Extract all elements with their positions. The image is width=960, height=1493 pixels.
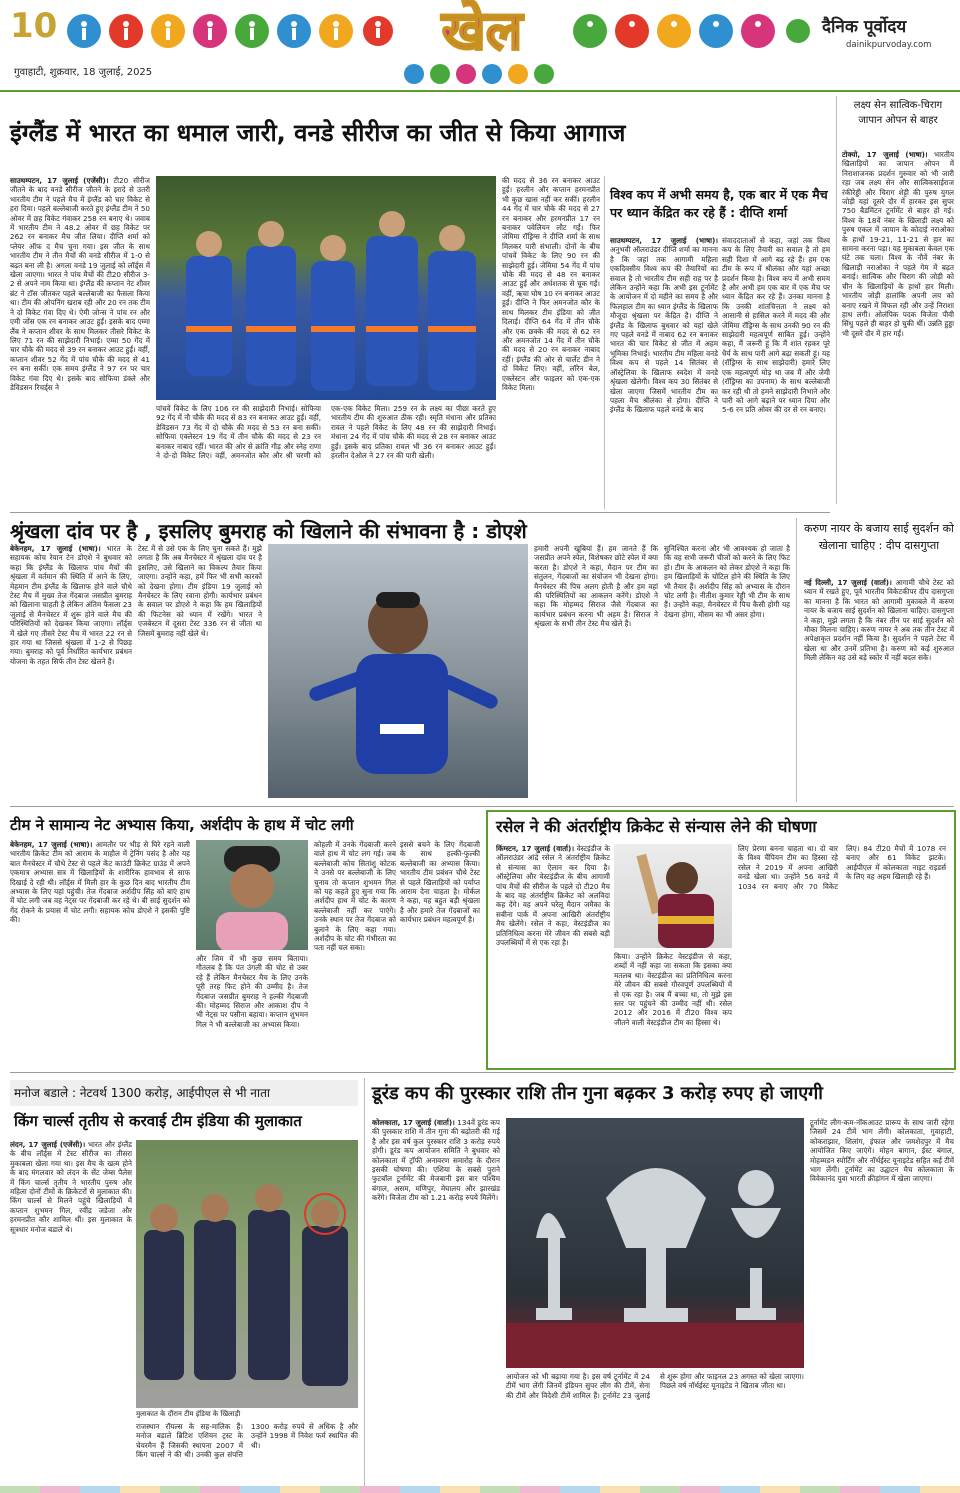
deepti-headline: विश्व कप में अभी समय है, एक बार में एक मैच पर ध्यान केंद्रित कर रहे हैं : दीप्ति शर्मा xyxy=(610,187,828,220)
masthead-rule xyxy=(0,90,960,92)
rule-1 xyxy=(10,512,830,513)
deepti-body-left-text: अनुभवी ऑलराउंडर दीप्ति शर्मा का मानना है कि जहां तक आगामी महिला एकदिवसीय विश्व कप की तैयारियों का सवाल है तो भारतीय टीम सही राह पर है लेकिन उन्होंने कहा कि अभी इस टूर्नामेंट के आयोजन में दो महीने का समय है और फिलहाल टीम का ध्यान इंग्लैंड के खिलाफ मौजूदा श्रृंखला पर केंद्रित है। दीप्ति ने इंग्लैंड के खिलाफ बुधवार को यहां खेले गए पहले वनडे में नाबाद 62 रन बनाकर भारत की चार विकेट से जीत में अहम भूमिका निभाई। भारतीय टीम महिला वनडे विश्व कप से पहले 14 सितंबर से ऑस्ट्रेलिया के खिलाफ स्वदेश में वनडे श्रृंखला खेलेगी। विश्व कप 30 सितंबर से खेला जाएगा जिसमें भारतीय टीम का पहला मैच श्रीलंका से होगा। दीप्ति ने इंग्लैंड के खिलाफ पहले वनडे के बाद xyxy=(610,245,718,415)
manoj-body-right-text: राजस्थान रॉयल्स के सह-मालिक हैं। मनोज बडाले ब्रिटिश एशियन ट्रस्ट के चेयरमैन हैं जिसकी स्थापना 2007 में किंग चार्ल्स ने की थी। उनकी कुल संपत्ति 1300 करोड़ रुपये से अधिक है और उन्होंने 1998 में निवेश फर्म स्थापित की थी। xyxy=(136,1422,358,1460)
durand-body-mid xyxy=(506,1372,804,1482)
registration-marks xyxy=(0,1486,960,1493)
bumrah-body-far xyxy=(664,544,790,800)
lakshya-headline: लक्ष्य सेन सात्विक-चिराग जापान ओपन से बाहर xyxy=(853,100,943,126)
meeting-group-icon xyxy=(136,1140,358,1408)
durand-headline: डूरंड कप की पुरस्कार राशि तीन गुना बढ़कर 3 करोड़ रुपए हो जाएगी xyxy=(372,1083,823,1104)
deepti-body-left xyxy=(610,236,718,508)
russell-body-right-text: लिए प्रेरणा बनना चाहता था। दो बार के विश्व चैंपियन टीम का हिस्सा रहे रसेल ने 2019 में अपना आखिरी वनडे खेला था। उन्होंने 56 वनडे में 1034 रन बनाए और 70 विकेट लिए। 84 टी20 मैचों में 1078 रन बनाए और 61 विकेट झटके। आईपीएल में कोलकाता नाइट राइडर्स के लिए वह अहम खिलाड़ी रहे हैं। xyxy=(738,844,946,891)
arshdeep-body-left-text: आमतौर पर भीड़ से घिरे रहने वाली भारतीय क्रिकेट टीम को आराम के माहौल में ट्रेनिंग पसंद है और यह बात मैनचेस्टर में चौथे टेस्ट से पहले केंट काउंटी क्रिकेट ग्राउंड में अपने एकमात्र अभ्यास सत्र में खिलाड़ियों के शारीरिक हावभाव से साफ दिखाई दे रही थी। लॉर्ड्स में मिली हार के कुछ दिन बाद भारतीय टीम अभ्यास के लिए यहां पहुंची। तेज गेंदबाज अर्शदीप सिंह को बाएं हाथ में चोट लगी जब वह नेट्स पर गेंदबाजी कर रहे थे। बी साई सुदर्शन को गेंद रोकने के प्रयास में चोट लगी। सहायक कोच डोएशे ने इसकी पुष्टि की। xyxy=(10,840,190,925)
sport-pictograms-right-icon xyxy=(570,10,810,52)
lead-body-right-text: की मदद से 36 रन बनाकर आउट हुईं। हरलीन और कप्तान हरमनप्रीत भी कुछ खास नहीं कर सकीं। हरलीन 44 गेंद में चार चौके की मदद से 27 रन बनाकर और हरमनप्रीत 17 रन बनाकर पवेलियन लौट गईं। फिर जेमिमा रॉड्रिग्स ने दीप्ति शर्मा के साथ मिलकर पारी संभाली। दोनों के बीच पांचवें विकेट के लिए 90 रन की साझेदारी हुई। जेमिमा 54 गेंद में पांच चौके की मदद से 48 रन बनाकर आउट हुईं और अर्धशतक से चूक गईं। वहीं, ऋचा घोष 10 रन बनाकर आउट हुईं। दीप्ति ने फिर अमनजोत कौर के साथ मिलकर टीम इंडिया को जीत दिलाई। दीप्ति 64 गेंद में तीन चौके और एक छक्के की मदद से 62 रन और अमनजोत 14 गेंद में तीन चौके की मदद से 20 रन बनाकर नाबाद रहीं। इंग्लैंड की ओर से चार्लेट डीन ने दो विकेट लिए। वहीं, लॉरेन बेल, एक्लेस्टन और फाइलर को एक-एक विकेट मिला। xyxy=(502,176,600,392)
bumrah-body-far-text: सुनिश्चित करना और भी आवश्यक हो जाता है कि वह सभी जरूरी चीजों को करने के लिए फिट हो। टीम के आकलन को लेकर डोएशे ने कहा कि हम खिलाड़ियों के चोटिल होने की स्थिति के लिए भी तैयार हैं। अर्शदीप सिंह को अभ्यास के दौरान चोट लगी है। नीतीश कुमार रेड्डी भी टीम के साथ हैं। उन्होंने कहा, मैनचेस्टर में पिच कैसी होगी यह देखना होगा, मौसम का भी असर होगा। xyxy=(664,544,790,619)
russell-body-mid-text: किया। उन्होंने क्रिकेट वेस्टइंडीज से कहा, शब्दों में नहीं कहा जा सकता कि इसका क्या मतलब था। वेस्टइंडीज का प्रतिनिधित्व करना मेरे जीवन की सबसे गौरवपूर्ण उपलब्धियों में से एक रहा है। जब मैं बच्चा था, तो मुझे इस स्तर पर पहुंचने की उम्मीद नहीं थी। रसेल 2012 और 2016 में टी20 विश्व कप जीतने वाली वेस्टइंडीज टीम का हिस्सा थे। xyxy=(614,952,732,1027)
sai-body xyxy=(804,578,954,800)
deepti-body-right xyxy=(722,236,830,508)
team-celebration-icon xyxy=(156,176,496,400)
bowler-running-icon xyxy=(268,544,528,798)
website: dainikpurvoday.com xyxy=(846,40,932,50)
bumrah-body-left-text: भारत के सहायक कोच रेयान टेन डोएशे ने बुधवार को कहा कि इंग्लैंड के खिलाफ पांच मैचों की श्रृंखला में वर्तमान की स्थिति में आने के लिए, मेहमान टीम इंग्लैंड के खिलाफ होने वाले चौथे टेस्ट मैच में मुख्य तेज गेंदबाज जसप्रीत बुमराह को खिलाना चाहती है लेकिन अंतिम फैसला 23 जुलाई से मैनचेस्टर में शुरू होने वाले मैच की परिस्थितियों को देखकर किया जाएगा। लॉर्ड्स में खेले गए तीसरे टेस्ट मैच में भारत 22 रन से हार गया था जिससे श्रृंखला में 1-2 से पिछड़ गया। बुमराह को पूर्व निर्धारित कार्यभार प्रबंधन योजना के तहत सिर्फ तीन टेस्ट खेलने हैं। xyxy=(10,544,132,666)
manoj-photo-caption: मुलाकात के दौरान टीम इंडिया के खिलाड़ी xyxy=(136,1410,241,1418)
lead-body-right xyxy=(502,176,600,509)
sport-pictograms-icon xyxy=(64,10,394,52)
lakshya-dateline: टोक्यो, 17 जुलाई (भाषा)। xyxy=(842,150,928,159)
arshdeep-body-left xyxy=(10,840,190,1060)
lead-dateline: साउथम्पटन, 17 जुलाई (एजेंसी)। xyxy=(10,176,109,185)
deepti-body-right-text: संवाददाताओं से कहा, जहां तक विश्व कप के लिए तैयारी का सवाल है तो हम सही दिशा में आगे बढ़ रहे हैं। हम एक टीम के रूप में श्रीलंका और यहां अच्छा प्रदर्शन किया है। विश्व कप में अभी समय है और अभी हम एक बार में एक मैच पर ध्यान केंद्रित कर रहे हैं। उनका मानना है कि उनकी शांतचित्तता ने लक्ष्य को आसानी से हासिल करने में मदद की और जेमिमा रॉड्रिग्स के साथ उनकी 90 रन की साझेदारी महत्वपूर्ण साबित हुई। उन्होंने कहा, मैं जरूरी हूं कि मैं शांत रहकर पूरे धैर्य के साथ पारी आगे बढ़ा सकती हूं। यह (रॉड्रिग्स के साथ साझेदारी) हमारे लिए एक महत्वपूर्ण मोड़ था जब मैं और जेमी (रॉड्रिग्स का उपनाम) के साथ बल्लेबाजी कर रही थी तो हमने साझेदारी निभाने और पारी को आगे बढ़ाने पर ध्यान दिया और 5-6 रन प्रति ओवर की दर से रन बनाए। xyxy=(722,236,830,415)
lakshya-body xyxy=(842,150,954,505)
russell-body-mid xyxy=(614,952,732,1060)
arshdeep-body-far-text: इससे बचने के लिए गेंदबाजी के साथ हल्की-फुल्की बल्लेबाजी का अभ्यास किया। भारतीय टीम प्रबंधन चौथे टेस्ट से पहले खिलाड़ियों को पर्याप्त आराम देना चाहता है। मोर्कल ने कहा, यह बहुत बड़ी श्रृंखला है और हमारे तेज गेंदबाजों का कार्यभार प्रबंधन महत्वपूर्ण है। xyxy=(400,840,480,925)
player-portrait-icon xyxy=(196,840,308,950)
bumrah-body-mid xyxy=(138,544,262,800)
sport-icons-left xyxy=(64,10,394,52)
lead-headline: इंग्लैंड में भारत का धमाल जारी, वनडे सीरीज का जीत से किया आगाज xyxy=(10,119,626,147)
russell-headline: रसेल ने की अंतर्राष्ट्रीय क्रिकेट से संन्यास लेने की घोषणा xyxy=(496,817,817,836)
section-title: खेल xyxy=(441,0,523,62)
manoj-headline-1: मनोज बडाले : नेटवर्थ 1300 करोड़, आईपीएल से भी नाता xyxy=(14,1086,271,1100)
lead-body-mid xyxy=(156,404,496,509)
russell-photo xyxy=(614,844,732,948)
bumrah-body-mid-text: टेस्ट में से उसे एक के लिए चुना सकते हैं। मुझे लगता है कि अब मैनचेस्टर में श्रृंखला दांव पर है इसलिए, उसे खिलाने का विकल्प तैयार किया जाएगा। उन्होंने कहा, हमें फिर भी सभी कारकों को देखना होगा। टीम इंडिया 19 जुलाई को मैनचेस्टर के लिए रवाना होगी। कार्यभार प्रबंधन के सवाल पर डोएशे ने कहा कि हम खिलाड़ियों की फिटनेस को ध्यान में रखेंगे। भारत ने एजबेस्टन में दूसरा टेस्ट 336 रन से जीता था जिसमें बुमराह नहीं खेले थे। xyxy=(138,544,262,638)
durand-body-left-text: 134वें डूरंड कप की पुरस्कार राशि में तीन गुना की बढ़ोतरी की गई है और इस वर्ष कुल पुरस्कार राशि 3 करोड़ रुपये होगी। डूरंड कप आयोजन समिति ने बुधवार को कोलकाता में ट्रॉफी अनावरण समारोह के दौरान इसकी घोषणा की। एशिया के सबसे पुराने फुटबॉल टूर्नामेंट की मेजबानी इस बार पश्चिम बंगाल, असम, मणिपुर, मेघालय और झारखंड करेंगे। विजेता टीम को 1.21 करोड़ रुपये मिलेंगे। xyxy=(372,1118,500,1203)
lead-body-left xyxy=(10,176,150,509)
arshdeep-body-right-text: कोहली में उनके गेंदबाजी करने वाले हाथ में चोट लग गई। जब बल्लेबाजी कोच सितांशु कोटक ने उनसे पर बल्लेबाजी के लिए चुनाव तो कप्तान शुभमन गिल को यह कहते हुए सुना गया कि अर्शदीप हाथ में चोट के कारण बल्लेबाजी नहीं कर पाएंगे। उनके स्थान पर तेज गेंदबाज को बुलाने के लिए कहा गया। अर्शदीप के चोट की गंभीरता का पता नहीं चल सका। xyxy=(314,840,396,953)
sport-icons-right xyxy=(570,10,810,52)
arshdeep-body-mid xyxy=(196,954,308,1060)
manoj-body-left-text: भारत और इंग्लैंड के बीच लॉर्ड्स में टेस्ट सीरीज का तीसरा मुकाबला खेला गया था। इस मैच के खत्म होने के बाद मंगलवार को लंदन के सेंट जेम्स पैलेस में किंग चार्ल्स तृतीय ने भारतीय पुरुष और महिला दोनों टीमों के क्रिकेटरों से मुलाकात की। किंग चार्ल्स से मिलने पहुंचे खिलाड़ियों में कप्तान शुभमन गिल, रवींद्र जडेजा और हरमनप्रीत कौर शामिल थीं। इस मुलाकात के सूत्रधार मनोज बडाले थे। xyxy=(10,1140,132,1234)
trophies-icon xyxy=(506,1118,804,1368)
rule-3 xyxy=(10,1072,954,1073)
arshdeep-body-mid-text: और जिम में भी कुछ समय बिताया। गौतलब है कि पंत उंगली की चोट से उबर रहे हैं लेकिन मैनचेस्टर मैच के लिए उनके पूरी तरह फिट होने की उम्मीद है। तेज गेंदबाज जसप्रीत बुमराह ने हल्की गेंदबाजी की। मोहम्मद सिराज और आकाश दीप ने भी नेट्स पर पसीना बहाया। कप्तान शुभमन गिल ने भी बल्लेबाजी का अभ्यास किया। xyxy=(196,954,308,1029)
durand-body-left xyxy=(372,1118,500,1482)
arshdeep-headline: टीम ने सामान्य नेट अभ्यास किया, अर्शदीप के हाथ में चोट लगी xyxy=(10,816,354,834)
sai-body-text: आगामी चौथे टेस्ट को ध्यान में रखते हुए, पूर्व भारतीय विकेटकीपर दीप दासगुप्ता का मानना है कि भारत को आगामी मुकाबले में करुण नायर के बजाय साई सुदर्शन को खिलाना चाहिए। दासगुप्ता ने कहा, मुझे लगता है कि नंबर तीन पर साई सुदर्शन को मौका मिलना चाहिए। करुण नायर ने अब तक तीन टेस्ट में अपेक्षाकृत प्रदर्शन नहीं किया है। सुदर्शन ने पहले टेस्ट में खेला था और उनमें प्रतिभा है। करुण को कई शुरुआत मिली लेकिन वह उसे बड़े स्कोर में नहीं बदल सके। xyxy=(804,578,954,663)
durand-body-mid-text: आयोजन को भी बढ़ाया गया है। इस वर्ष टूर्नामेंट में 24 टीमें भाग लेंगी जिनमें इंडियन सुपर लीग की टीमें, सेना की टीमें और विदेशी टीमें शामिल हैं। टूर्नामेंट 23 जुलाई से शुरू होगा और फाइनल 23 अगस्त को खेला जाएगा। पिछले वर्ष नॉर्थईस्ट यूनाइटेड ने खिताब जीता था। xyxy=(506,1372,804,1400)
lakshya-body-text: भारतीय खिलाड़ियों का जापान ओपन में निराशाजनक प्रदर्शन गुरुवार को भी जारी रहा जब लक्ष्य सेन और सात्विकसाईराज रंकीरेड्डी और चिराग शेट्टी की पुरुष युगल जोड़ी यहां दूसरे दौर में हारकर इस सुपर 750 बैडमिंटन टूर्नामेंट से बाहर हो गई। विश्व के 18वें नंबर के खिलाड़ी लक्ष्य को पुरुष एकल में जापान के कोदाई नराओका के हाथों 19-21, 11-21 से हार का सामना करना पड़ा। यह मुकाबला केवल एक घंटे तक चला। विश्व के नौवें नंबर के खिलाड़ी नराओका ने पहले गेम में बढ़त बनाई। सात्विक और चिराग की जोड़ी को चीन के खिलाड़ियों के हाथों हार मिली। भारतीय जोड़ी हालांकि अपनी लय को बनाए रखने में विफल रही और उन्हें निराशा हाथ लगी। ओलंपिक पदक विजेता पीवी सिंधु पहले ही बाहर हो चुकी थीं। उन्नति हुड्डा भी दूसरे दौर में हार गईं। xyxy=(842,150,954,338)
russell-body-left xyxy=(496,844,610,1060)
durand-dateline: कोलकाता, 17 जुलाई (वार्ता)। xyxy=(372,1118,455,1127)
russell-body-right xyxy=(738,844,946,1060)
sai-dateline: नई दिल्ली, 17 जुलाई (वार्ता)। xyxy=(804,578,892,587)
trophies-photo xyxy=(506,1118,804,1368)
russell-dateline: किंग्स्टन, 17 जुलाई (वार्ता)। xyxy=(496,844,575,853)
sai-headline: करुण नायर के बजाय साई सुदर्शन को खेलाना चाहिए : दीप दासगुप्ता xyxy=(804,522,954,552)
manoj-dateline: लंदन, 17 जुलाई (एजेंसी)। xyxy=(10,1140,86,1149)
bumrah-body-right-text: हमारी अपनी खूबियां हैं। हम जानते हैं कि जसप्रीत अपने स्पेल, विशेषकर छोटे स्पेल में क्या करता है। डोएशे ने कहा, मैदान पर टीम का संतुलन, गेंदबाजों का संयोजन भी देखना होगा। मैनचेस्टर की पिच अलग होती है और हम वहां की परिस्थितियों का आकलन करेंगे। डोएशे ने कहा कि मोहम्मद सिराज जैसे गेंदबाज का कार्यभार प्रबंधन करना भी अहम है। सिराज ने श्रृंखला के सभी तीन टेस्ट मैच खेले हैं। xyxy=(534,544,658,629)
masthead xyxy=(0,0,960,92)
bumrah-dateline: बेकेनहम, 17 जुलाई (भाषा)। xyxy=(10,544,101,553)
sport-balls-icon xyxy=(400,62,560,86)
dateline: गुवाहाटी, शुक्रवार, 18 जुलाई, 2025 xyxy=(14,67,153,78)
russell-body-left-text: वेस्टइंडीज के ऑलराउंडर आंद्रे रसेल ने अंतर्राष्ट्रीय क्रिकेट से संन्यास का ऐलान कर दिया है। ऑस्ट्रेलिया और वेस्टइंडीज के बीच आगामी पांच मैचों की सीरीज के पहले दो टी20 मैच के बाद वह अंतर्राष्ट्रीय क्रिकेट को अलविदा कह देंगे। वह अपने घरेलू मैदान जमैका के सबीना पार्क में अपना आखिरी अंतर्राष्ट्रीय मैच खेलेंगे। रसेल ने कहा, वेस्टइंडीज का प्रतिनिधित्व करना मेरे जीवन की सबसे बड़ी उपलब्धियों में से एक रहा है। xyxy=(496,844,610,948)
rule-2 xyxy=(10,806,954,807)
women-team-celebration-photo xyxy=(156,176,496,400)
durand-body-right xyxy=(810,1118,954,1482)
lead-body-mid-text: पांचवें विकेट के लिए 106 रन की साझेदारी निभाई। सोफिया 92 गेंद में नौ चौके की मदद से 83 रन बनाकर आउट हुईं। वहीं, डेविडसन 73 गेंद में दो चौके की मदद से 53 रन बना सकीं। सोफिया एक्लेस्टन 19 गेंद में तीन चौके की मदद से 23 रन बनाकर नाबाद रहीं। भारत की ओर से क्रांति गौड़ और स्नेह राणा ने दो-दो विकेट लिए। वहीं, अमनजोत कौर और श्री चरणी को एक-एक विकेट मिला। 259 रन के लक्ष्य का पीछा करते हुए भारतीय टीम की शुरुआत ठीक रही। स्मृति मंधाना और प्रतिका रावल ने पहले विकेट के लिए 48 रन की साझेदारी निभाई। मंधाना 24 गेंद में पांच चौके की मदद से 28 रन बनाकर आउट हुईं। इसके बाद प्रतिका रावल भी 36 रन बनाकर आउट हुईं। हरलीन देओल ने 27 रन की पारी खेली। xyxy=(156,404,496,461)
king-charles-photo xyxy=(136,1140,358,1408)
right-column-rule-2 xyxy=(796,518,797,802)
page-number: 10 xyxy=(10,6,58,46)
sport-icons-center xyxy=(400,62,560,86)
bumrah-photo xyxy=(268,544,528,798)
arshdeep-photo xyxy=(196,840,308,950)
right-column-rule xyxy=(836,96,837,504)
lead-body-left-text: टी20 सीरीज जीतने के बाद वनडे सीरीज जीतने के इरादे से उतरी भारतीय टीम ने पहले मैच में इंग्लैंड को चार विकेट से हरा दिया। पहले बल्लेबाजी करते हुए इंग्लैंड टीम ने 50 ओवर में छह विकेट गंवाकर 258 रन बनाए थे। जवाब में भारतीय टीम ने 48.2 ओवर में छह विकेट पर 262 रन बनाकर मैच जीत लिया। दीप्ति शर्मा को प्लेयर ऑफ द मैच चुना गया। इस जीत के साथ भारतीय टीम ने तीन मैचों की वनडे सीरीज में 1-0 से बढ़त बना ली है। अगला वनडे 19 जुलाई को लॉर्ड्स में खेला जाएगा। भारत ने पांच मैचों की टी20 सीरीज 3-2 से अपने नाम किया था। इंग्लैंड की कप्तान नेट शीवर ब्रंट ने टॉस जीतकर पहले बल्लेबाजी का फैसला किया था। टीम की ओपनिंग खराब रही और 20 रन तक टीम ने दो विकेट गंवा दिए थे। ऐमी जोन्स ने पांच रन और एमी जोंस एक रन बनाकर आउट हुईं। इसके बाद एम्मा लैंब ने कप्तान शीवर के साथ मिलकर तीसरे विकेट के लिए 71 रन की साझेदारी निभाई। एम्मा 50 गेंद में चार चौके की मदद से 39 रन बनाकर आउट हुईं। वहीं, कप्तान शीवर 52 गेंद में पांच चौके की मदद से 41 रन बना सकीं। एक समय इंग्लैंड ने 97 रन पर चार विकेट गंवा दिए थे। इसके बाद सोफिया डंक्ले और डेविडसन रिचर्ड्स ने xyxy=(10,176,150,392)
paper-name: दैनिक पूर्वोदय xyxy=(822,17,907,37)
manoj-body-left xyxy=(10,1140,132,1482)
arshdeep-dateline: बेकेनहम, 17 जुलाई (भाषा)। xyxy=(10,840,93,849)
arshdeep-body-right xyxy=(314,840,396,1060)
arshdeep-body-far xyxy=(400,840,480,1060)
bumrah-headline: श्रृंखला दांव पर है , इसलिए बुमराह को खिलाने की संभावना है : डोएशे xyxy=(10,519,527,543)
durand-body-right-text: टूर्नामेंट लीग-कम-नॉकआउट प्रारूप के साथ जारी रहेगा जिसमें 24 टीमें भाग लेंगी। कोलकाता, गुवाहाटी, कोकराझार, शिलांग, इंफाल और जमशेदपुर में मैच आयोजित किए जाएंगे। मोहन बागान, ईस्ट बंगाल, मोहम्मडन स्पोर्टिंग और नॉर्थईस्ट यूनाइटेड सहित कई टीमें भाग लेंगी। टूर्नामेंट का उद्घाटन मैच कोलकाता के विवेकानंद युवा भारती क्रीड़ांगन में खेला जाएगा। xyxy=(810,1118,954,1184)
manoj-headline-2: किंग चार्ल्स तृतीय से करवाई टीम इंडिया की मुलाकात xyxy=(14,1112,302,1130)
durand-rule xyxy=(364,1078,365,1486)
batsman-raising-bat-icon xyxy=(614,844,732,948)
manoj-body-right xyxy=(136,1422,358,1484)
bumrah-body-left xyxy=(10,544,132,800)
bumrah-body-right xyxy=(534,544,658,800)
deepti-dateline: साउथम्पटन, 17 जुलाई (भाषा)। xyxy=(610,236,718,245)
